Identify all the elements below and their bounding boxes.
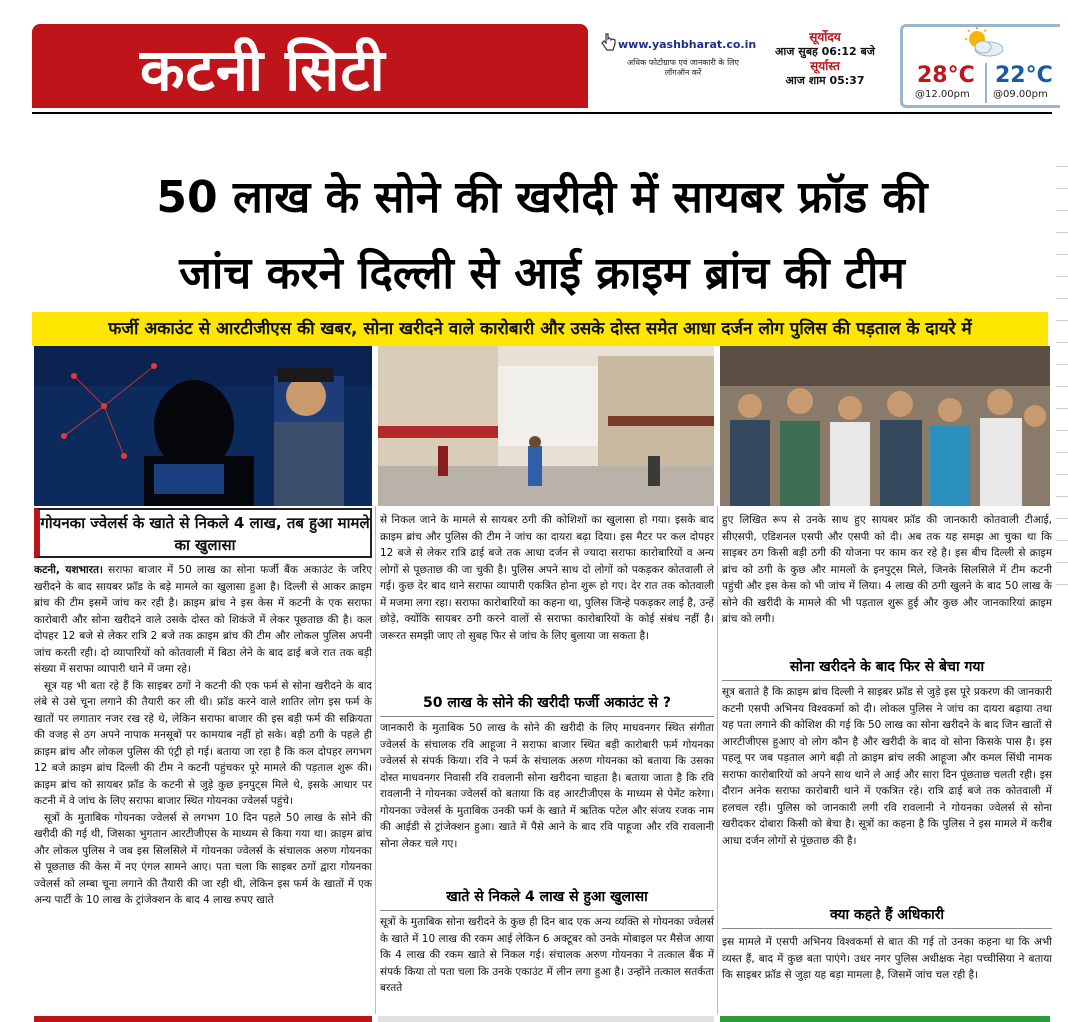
col2-paragraph-1: से निकल जाने के मामले से सायबर ठगी की कोशिशों का खुलासा हो गया। इसके बाद क्राइम ब्रांच और पुलिस की टीम ने जांच का दायरा बढ़ा दिया। इस मैटर पर कल दोपहर 12 बजे से लेकर रात्रि ढाई बजे तक आधा दर्जन से ज्यादा सराफा कारोबारियों व अन्य लोगों से पूछताछ की जा चुकी है। पुलिस अपने साथ दो लोगों को पकड़कर कोतवाली ले गई। कुछ देर बाद थाने सराफा व्यापारी एकत्रित होना शुरू हो गए। देर रात तक कोतवाली में मजमा लगा रहा। सराफा कारोबारियों का कहना था, पुलिस जिन्हे पकड़कर लाई है, उन्हें छोड़े, क्योंकि सायबर ठगी करने वालों से सराफा कारोबारियों के कोई संबंध नहीं है। जरूरत समझी जाए तो सुबह फिर से जांच के लिए बुलाया जा सकता है।	[380, 514, 714, 642]
website-box	[596, 24, 757, 108]
col3-subhead-2: क्या कहते हैं अधिकारी	[829, 907, 945, 923]
sun-cloud-icon	[959, 27, 1007, 59]
adjacent-story-fragment	[1056, 150, 1068, 1010]
col3-body-mid	[722, 684, 1052, 849]
sarafa-bazar-photo	[378, 346, 714, 506]
col2-body-mid	[380, 720, 714, 852]
headline-line-1: 50 लाख के सोने की खरीदी में सायबर फ्रॉड की	[156, 172, 928, 223]
temp-high: 28°C	[917, 63, 975, 88]
col3-paragraph-3: इस मामले में एसपी अभिनय विश्वकर्मा से बात की गई तो उनका कहना था कि अभी व्यस्त हैं, बाद में कुछ बता पाएंगे। उधर नगर पुलिस अधीक्षक नेहा पच्चीसिया ने बताया कि साइबर फ्रॉड से जुड़ा यह बड़ा मामला है, जिसमें जांच चल रही है।	[722, 936, 1052, 981]
sunrise-label: सूर्योदय	[809, 30, 841, 44]
col1-paragraph-2: सूत्र यह भी बता रहे हैं कि साइबर ठगों ने कटनी की एक फर्म से सोना खरीदने के बाद लंबे से उसे चूना लगाने की तैयारी कर ली थी। फ्रॉड करने वाले शातिर लोग इस फर्म के खातों पर लगातार नजर रख रहे थे, लेकिन सराफा बाजार की इस बड़ी फर्म की सक्रियता की वजह से ठग अपने नापाक मनसूबों पर कामयाब नहीं हो सके। बड़ी ठगी के पहले ही क्राइम ब्रांच और लोकल पुलिस की एंट्री हो गई। बताया जा रहा है कि कल दोपहर लगभग 12 बजे क्राइम ब्रांच दिल्ली की टीम ने कटनी पहुंचकर पूरे मामले की पड़ताल शुरू की। क्राइम ब्रांच को सायबर फ्रॉड के कटनी से जुड़े कुछ इनपुट्स मिले थे, इसके आधार पर कटनी में वे जांच के लिए सराफा बाजार स्थित गोयनका ज्वेलर्स पहुंचे।	[34, 679, 372, 807]
bottom-bar-green	[720, 1016, 1050, 1022]
crowd-at-police-station-photo	[720, 346, 1050, 506]
temp-low: 22°C	[995, 63, 1053, 88]
col3-paragraph-2: सूत्र बताते है कि क्राइम ब्रांच दिल्ली ने साइबर फ्रॉड से जुड़े इस पूरे प्रकरण की जानकारी कटनी एसपी अभिनय विश्वकर्मा को दी। लोकल पुलिस ने जांच का दायरा बढ़ाया तथा यह पता लगाने की कोशिश की गई कि 50 लाख का सोना खरीदने के बाद जिन खातों से आरटीजीएस हुआए वो लोग कौन है और खरीदी के बाद वो सोना किसके पास है। इस पहलू पर जब पड़ताल आगे बढ़ी तो क्राइम ब्रांच लकी आहूजा और कमल सिंधी नामक सराफा कारोबारियों को अपने साथ थाने ले आई और सारा दिन पूंछताछ चलती रही। इस दौरान अनेक सराफा कारोबारी थाने में एकत्रित रहे। रात्रि ढाई बजे तक कोतवाली में हलचल रही। पुलिस को जानकारी लगी रवि रावलानी ने गोयनका ज्वेलर्स से सोना खरीदकर दोबारा किसी को बेचा है। सूत्रों का कहना है कि पुलिस ने इस मामले में करीब आधा दर्जन लोगों से पूंछताछ की है।	[722, 686, 1052, 847]
col2-body-top	[380, 512, 714, 644]
bottom-bar-red	[34, 1016, 372, 1022]
col2-subhead-2: खाते से निकले 4 लाख से हुआ खुलासा	[446, 889, 648, 905]
site-note: अधिक फोटोग्राफ एवं जानकारी के लिए लॉगऑन करें	[626, 58, 739, 77]
column-divider	[717, 506, 718, 1014]
headline-line-2: जांच करने दिल्ली से आई क्राइम ब्रांच की टीम	[179, 248, 905, 299]
col1-paragraph-1: सराफा बाजार में 50 लाख का सोना फर्जी बैंक अकाउंट के जरिए खरीदने के बाद सायबर फ्रॉड के बड़े मामले का खुलासा हुआ है। दिल्ली से आकर क्राइम ब्रांच की टीम इसमें जांच कर रही है। क्राइम ब्रांच ने इस केस में कटनी के एक सराफा कारोबारी और सोना खरीदने वाले उसके दोस्त को शिकंजे में लेकर पूछताछ की है। कल दोपहर 12 बजे से लेकर रात्रि 2 बजे तक क्राइम ब्रांच की टीम और लोकल पुलिस अपनी जांच करती रही। दो व्यापारियों को कोतवाली में बिठा लेने के बाद ढाई बजे रात तक बड़ी संख्या में सराफा व्यापारी थाने में जमा रहे।	[34, 564, 372, 675]
col3-subhead-1: सोना खरीदने के बाद फिर से बेचा गया	[789, 659, 985, 675]
temp-high-time: @12.00pm	[915, 89, 970, 100]
col2-paragraph-3: सूत्रों के मुताबिक सोना खरीदने के कुछ ही दिन बाद एक अन्य व्यक्ति से गोयनका ज्वेलर्स के खाते में 10 लाख की रकम आई लेकिन 6 अक्टूबर को उनके मोबाइल पर मैसेज आया कि 4 लाख की रकम खाते से निकल गई। संचालक अरुण गोयनका ने तत्काल बैंक में संपर्क किया तो पता चला कि उनके एकाउंट में लीन लगा हुआ है। उन्होंने तत्काल सतर्कता बरतते	[380, 916, 714, 994]
col3-body-bottom	[722, 934, 1052, 984]
col1-paragraph-3: सूत्रों के मुताबिक गोयनका ज्वेलर्स से लगभग 10 दिन पहले 50 लाख के सोने की खरीदी की गई थी, जिसका भुगतान आरटीजीएस के माध्यम से किया गया था। क्राइम ब्रांच और लोकल पुलिस ने जब इस सिलसिले में गोयनका ज्वेलर्स के संचालक अरुण गोयनका से पूछताछ की केस में नए एंगल सामने आए। पता चला कि साइबर ठगों द्वारा गोयनका ज्वेलर्स को लम्बा चूना लगाने की तैयारी की जा रही थी, लेकिन इस फर्म के खातों में एक अन्य पार्टी के 10 लाख के ट्रांजेक्शन के बाद 4 लाख रुपए खाते	[34, 811, 372, 906]
sunrise-time: आज सुबह 06:12 बजे	[775, 45, 875, 58]
col3-paragraph-1: हुए लिखित रूप से उनके साथ हुए सायबर फ्रॉड की जानकारी कोतवाली टीआई, सीएसपी, एडिशनल एसपी और एसपी को दी। अब तक यह समझ आ चुका था कि साइबर ठग किसी बड़ी ठगी की योजना पर काम कर रहे है। इस बीच दिल्ली से क्राइम ब्रांच को ठगी के कुछ और मामलों के इनपुट्स मिले, जिनके सिलसिले में टीम कटनी पहुंची और इस केस को भी जांच में लिया। 4 लाख की ठगी खुलने के बाद 50 लाख के सोने की खरीदी के मामले की भी पड़ताल शुरू हुई और कुछ और जानकारियां क्राइम ब्रांच को लगी।	[722, 514, 1052, 625]
masthead-title: कटनी सिटी	[140, 36, 386, 104]
sun-times	[760, 30, 890, 110]
weather-box	[900, 24, 1060, 108]
column-divider	[375, 506, 376, 1014]
sunset-label: सूर्यास्त	[810, 59, 840, 73]
temp-divider	[985, 63, 987, 103]
col1-body	[34, 562, 372, 909]
crowd-scene-icon	[720, 346, 1050, 506]
cyber-fraud-photo	[34, 346, 372, 506]
col2-paragraph-2: जानकारी के मुताबिक 50 लाख के सोने की खरीदी के लिए माधवनगर स्थित संगीता ज्वेलर्स के संचालक रवि आहूजा ने सराफा बाजार स्थित बड़ी कारोबारी फर्म गोयनका ज्वेलर्स से संपर्क किया। रवि ने फर्म के संचालक अरुण गोयनका को बताया कि उसका दोस्त माधवनगर निवासी रवि रावलानी सोना खरीदना चाहता है। बताया जाता है कि रवि रावलानी ने गोयनका ज्वेलर्स को बताया कि वह आरटीजीएस के माध्यम से पेमेंट करेगा। गोयनका ज्वेलर्स के मुताबिक उनकी फर्म के खाते में ऋतिक पटेल और संजय रजक नाम की आईडी से ट्रांजेक्शन हुआ। खाते में पैसे आने के बाद रवि पाहूजा और रवि रावलानी सोना लेकर चले गए।	[380, 722, 714, 850]
masthead-rule	[32, 112, 1052, 114]
dateline: कटनी, यशभारत।	[34, 564, 103, 576]
subhead-rule	[722, 680, 1052, 681]
masthead-banner	[32, 24, 588, 108]
headline	[32, 160, 1052, 312]
subhead-rule	[722, 928, 1052, 929]
street-scene-icon	[378, 346, 714, 506]
temp-low-time: @09.00pm	[993, 89, 1048, 100]
subhead-rule	[380, 716, 714, 717]
subhead-rule	[380, 910, 714, 911]
headline-deck: फर्जी अकाउंट से आरटीजीएस की खबर, सोना खरीदने वाले कारोबारी और उसके दोस्त समेत आधा दर्जन लोग पुलिस की पड़ताल के दायरे में	[32, 312, 1048, 346]
hand-pointer-icon	[600, 32, 616, 52]
col2-body-bottom	[380, 914, 714, 997]
bottom-bar-grey	[378, 1016, 714, 1022]
col3-body-top	[722, 512, 1052, 628]
col2-subhead-1: 50 लाख के सोने की खरीदी फर्जी अकाउंट से ?	[423, 695, 671, 711]
hacker-illustration-icon	[34, 346, 372, 506]
col1-subhead: गोयनका ज्वेलर्स के खाते से निकले 4 लाख, तब हुआ मामले का खुलासा	[34, 508, 372, 558]
sunset-time: आज शाम 05:37	[785, 74, 865, 87]
site-url-link[interactable]: www.yashbharat.co.in	[618, 38, 757, 51]
